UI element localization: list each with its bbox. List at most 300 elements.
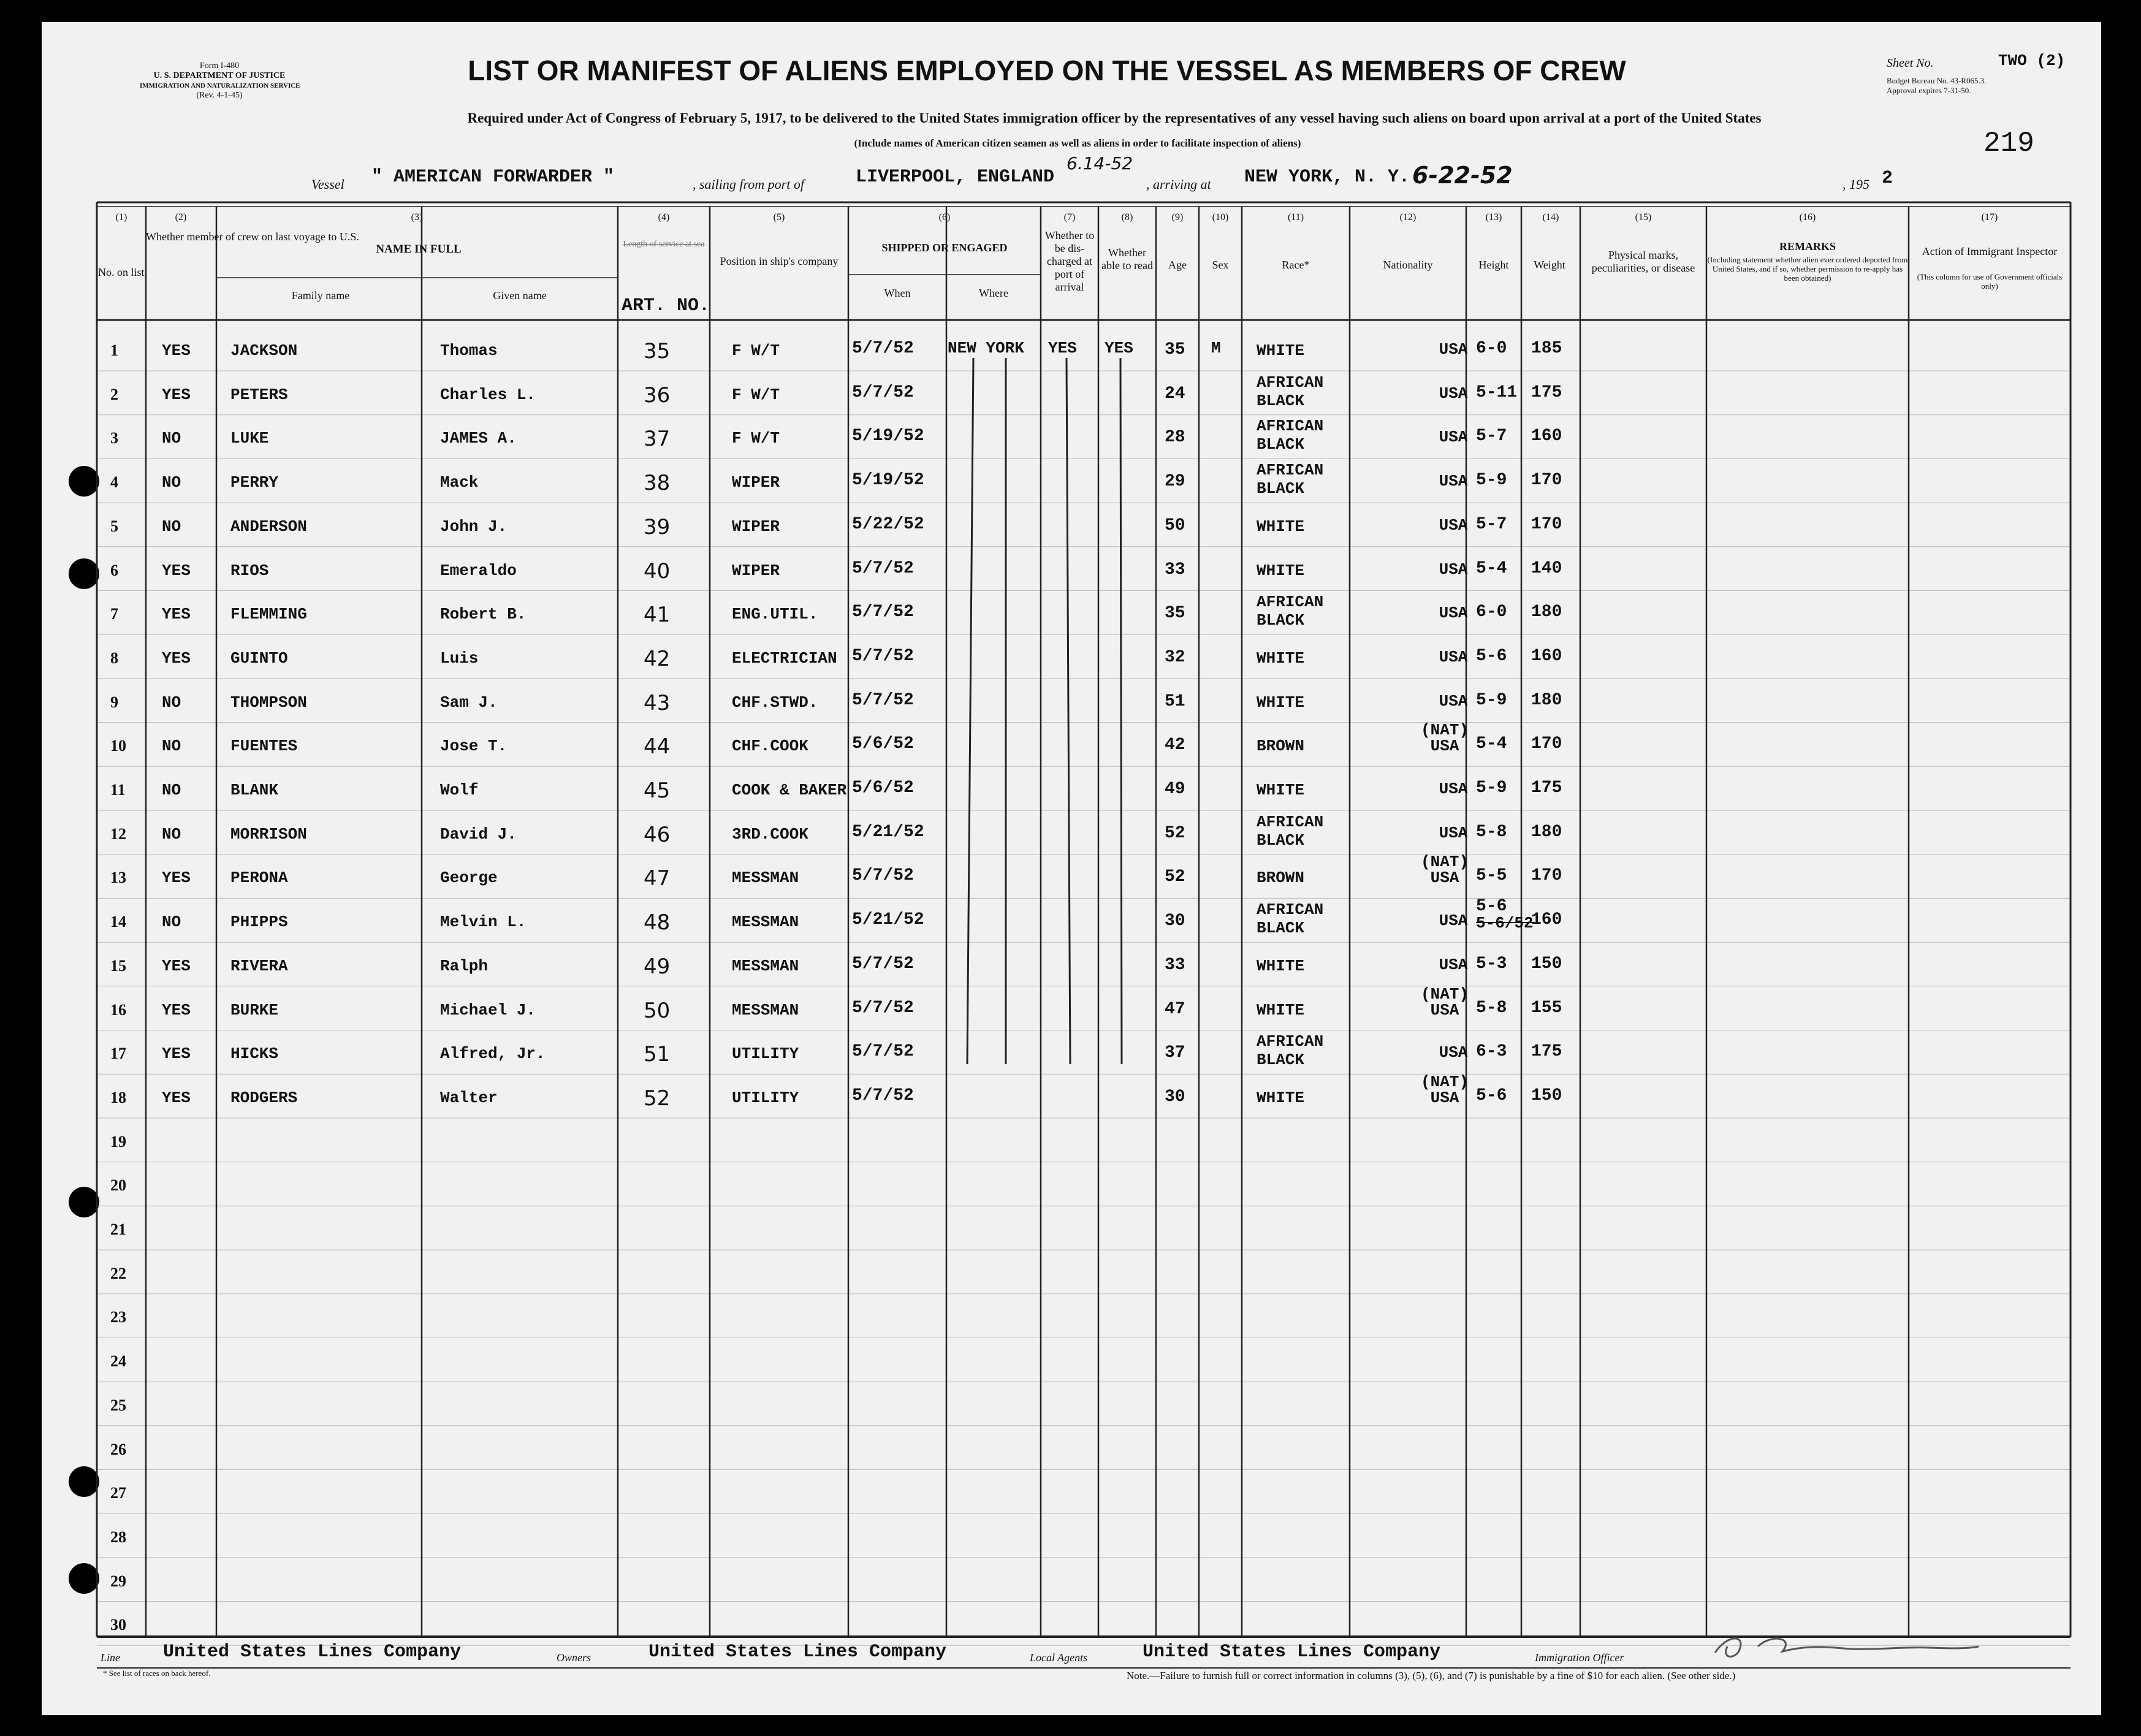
given-name: Mack <box>440 473 479 492</box>
given-name: Luis <box>440 649 479 668</box>
sex: M <box>1211 339 1221 357</box>
height: 5-6 <box>1476 646 1507 666</box>
family-name: ANDERSON <box>230 517 307 536</box>
nationality: USA <box>1439 647 1468 666</box>
art-number: 43 <box>644 690 671 715</box>
nationality: USA <box>1439 1043 1468 1062</box>
position: MESSMAN <box>732 1000 799 1019</box>
race: WHITE <box>1257 561 1305 580</box>
race: WHITE <box>1257 781 1305 799</box>
weight: 160 <box>1531 646 1562 666</box>
column-number: (11) <box>1287 212 1304 223</box>
given-name: Walter <box>440 1088 498 1107</box>
nationality: USA <box>1439 912 1468 931</box>
prev-voyage: NO <box>162 737 181 756</box>
nationality: (NAT) USA <box>1420 853 1469 888</box>
given-name: Wolf <box>440 781 479 799</box>
service: IMMIGRATION AND NATURALIZATION SERVICE <box>140 82 300 89</box>
prev-voyage: NO <box>162 429 181 448</box>
column-number: (5) <box>773 212 785 223</box>
row-number: 19 <box>110 1132 126 1151</box>
given-name: Sam J. <box>440 693 498 712</box>
header-remarks: REMARKS <box>1779 240 1836 253</box>
given-name: David J. <box>440 824 517 843</box>
row-number: 9 <box>110 693 118 711</box>
column-number: (2) <box>175 212 187 223</box>
header-remarks-sub: (Including statement whether alien ever ordered deported from United States, and if so, whether permission to re-apply has been obtained) <box>1707 255 1908 283</box>
column-number: (16) <box>1799 212 1816 223</box>
row-number: 26 <box>110 1440 126 1458</box>
nationality: USA <box>1439 340 1468 359</box>
column-number: (8) <box>1121 212 1133 223</box>
family-name: RIVERA <box>230 956 288 975</box>
weight: 175 <box>1531 779 1562 798</box>
sheet-number: TWO (2) <box>1998 51 2066 70</box>
position: 3RD.COOK <box>732 824 808 843</box>
nationality: USA <box>1439 384 1468 403</box>
weight: 170 <box>1531 514 1562 534</box>
family-name: RODGERS <box>230 1088 298 1107</box>
weight: 175 <box>1531 383 1562 402</box>
race: AFRICAN BLACK <box>1257 1032 1324 1070</box>
column-number: (3) <box>411 212 423 223</box>
footer-agents: United States Lines Company <box>1143 1642 1441 1662</box>
sailing-label: , sailing from port of <box>693 177 804 192</box>
row-number: 28 <box>110 1528 126 1546</box>
height: 5-5 <box>1476 866 1507 886</box>
row-number: 25 <box>110 1396 126 1414</box>
height: 5-6 <box>1476 1086 1507 1105</box>
shipped-when: 5/7/52 <box>852 558 914 578</box>
weight: 170 <box>1531 866 1562 886</box>
column-lines <box>97 202 2071 1637</box>
officer-signature <box>1703 1628 1985 1665</box>
race: WHITE <box>1257 956 1305 975</box>
nationality: USA <box>1439 691 1468 710</box>
age: 50 <box>1165 516 1185 535</box>
position: MESSMAN <box>732 913 799 932</box>
nationality: USA <box>1439 955 1468 974</box>
row-number: 22 <box>110 1264 126 1282</box>
prev-voyage: YES <box>162 605 191 624</box>
age: 33 <box>1165 955 1185 975</box>
weight: 170 <box>1531 734 1562 754</box>
family-name: BLANK <box>230 781 279 799</box>
position: UTILITY <box>732 1045 799 1064</box>
art-number: 44 <box>644 734 671 760</box>
nationality: USA <box>1439 604 1468 623</box>
height: 5-9 <box>1476 779 1507 798</box>
header-inspector-sub: (This column for use of Government officials only) <box>1917 272 2063 291</box>
shipped-when: 5/7/52 <box>852 954 914 973</box>
shipped-when: 5/7/52 <box>852 603 914 622</box>
prev-voyage: YES <box>162 649 191 668</box>
header-family-name: Family name <box>291 289 350 302</box>
age: 29 <box>1165 472 1185 492</box>
column-number: (17) <box>1981 212 1998 223</box>
age: 35 <box>1165 340 1185 359</box>
row-number: 30 <box>110 1616 126 1634</box>
position: ELECTRICIAN <box>732 649 837 668</box>
column-number: (6) <box>938 212 951 223</box>
department: U. S. DEPARTMENT OF JUSTICE <box>153 71 286 80</box>
given-name: Michael J. <box>440 1000 536 1019</box>
art-number: 50 <box>644 998 671 1023</box>
subnote: (Include names of American citizen seamen as well as aliens in order to facilitate inspection of aliens) <box>854 137 1301 149</box>
shipped-when: 5/7/52 <box>852 1042 914 1062</box>
age: 52 <box>1165 867 1185 887</box>
family-name: MORRISON <box>230 824 307 843</box>
position: UTILITY <box>732 1088 799 1107</box>
race: AFRICAN BLACK <box>1257 461 1324 498</box>
vessel-name: " AMERICAN FORWARDER " <box>371 167 615 188</box>
height: 5-4 <box>1476 734 1507 754</box>
weight: 140 <box>1531 558 1562 578</box>
family-name: RIOS <box>230 561 269 580</box>
family-name: JACKSON <box>230 341 298 360</box>
prev-voyage: YES <box>162 385 191 404</box>
shipped-when: 5/7/52 <box>852 646 914 666</box>
art-number: 48 <box>644 910 671 935</box>
art-number: 41 <box>644 603 671 628</box>
penalty-note: Note.—Failure to furnish full or correct information in columns (3), (5), (6), and (7) is punishable by a fine of $10 for each alien. (See other side.) <box>1127 1670 1736 1681</box>
footer-agents-label: Local Agents <box>1030 1651 1088 1664</box>
nationality: USA <box>1439 780 1468 798</box>
header-prev-voyage: Whether member of crew on last voyage to U.S. <box>146 230 359 243</box>
height: 5-9 <box>1476 690 1507 710</box>
row-number: 5 <box>110 517 118 535</box>
column-number: (10) <box>1212 212 1229 223</box>
row-number: 23 <box>110 1308 126 1327</box>
row-number: 4 <box>110 473 118 492</box>
family-name: FLEMMING <box>230 605 307 624</box>
header-age: Age <box>1168 259 1187 271</box>
shipped-when: 5/7/52 <box>852 339 914 358</box>
height: 6-0 <box>1476 603 1507 622</box>
given-name: John J. <box>440 517 508 536</box>
shipped-when: 5/7/52 <box>852 690 914 710</box>
header-inspector-action: Action of Immigrant Inspector <box>1922 245 2058 257</box>
year-label: , 195 <box>1842 177 1869 192</box>
art-number: 40 <box>644 558 671 584</box>
given-name: Thomas <box>440 341 498 360</box>
row-number: 8 <box>110 649 118 667</box>
budget-bureau: Budget Bureau No. 43-R065.3. <box>1887 76 1987 85</box>
row-number: 21 <box>110 1220 126 1238</box>
header-weight: Weight <box>1534 259 1565 271</box>
art-number: 46 <box>644 822 671 847</box>
prev-voyage: YES <box>162 956 191 975</box>
column-number: (4) <box>658 212 670 223</box>
race: AFRICAN BLACK <box>1257 417 1324 454</box>
position: F W/T <box>732 429 780 448</box>
row-number: 2 <box>110 385 118 403</box>
footer-line-label: Line <box>101 1651 121 1664</box>
row-number: 16 <box>110 1000 126 1019</box>
column-number: (1) <box>115 212 127 223</box>
height: 5-7 <box>1476 514 1507 534</box>
position: WIPER <box>732 561 780 580</box>
header-nationality: Nationality <box>1383 259 1433 271</box>
age: 47 <box>1165 999 1185 1019</box>
age: 32 <box>1165 647 1185 667</box>
height: 5-11 <box>1476 383 1518 402</box>
shipped-when: 5/19/52 <box>852 471 924 490</box>
family-name: HICKS <box>230 1045 279 1064</box>
nationality: USA <box>1439 428 1468 447</box>
column-number: (14) <box>1542 212 1559 223</box>
race: WHITE <box>1257 1000 1305 1019</box>
prev-voyage: YES <box>162 561 191 580</box>
position: WIPER <box>732 473 780 492</box>
port-of-departure: LIVERPOOL, ENGLAND <box>856 167 1055 188</box>
family-name: PETERS <box>230 385 288 404</box>
race: BROWN <box>1257 737 1305 756</box>
height: 5-4 <box>1476 558 1507 578</box>
nationality: USA <box>1439 823 1468 842</box>
race: WHITE <box>1257 649 1305 668</box>
shipped-when: 5/19/52 <box>852 427 924 446</box>
shipped-when: 5/21/52 <box>852 822 924 842</box>
position: CHF.STWD. <box>732 693 818 712</box>
footer-owners: United States Lines Company <box>648 1642 947 1662</box>
shipped-when: 5/7/52 <box>852 866 914 886</box>
header-sex: Sex <box>1212 259 1229 271</box>
shipped-when: 5/7/52 <box>852 998 914 1018</box>
position: F W/T <box>732 341 780 360</box>
art-number: 39 <box>644 514 671 539</box>
header-art-no: ART. NO. <box>622 295 710 316</box>
race: WHITE <box>1257 1088 1305 1107</box>
shipped-when: 5/6/52 <box>852 779 914 798</box>
departure-date-handwritten: 6.14-52 <box>1067 153 1133 173</box>
given-name: Emeraldo <box>440 561 517 580</box>
given-name: JAMES A. <box>440 429 517 448</box>
able-to-read: YES <box>1105 339 1133 357</box>
given-name: Alfred, Jr. <box>440 1045 546 1064</box>
arrival-date-handwritten: 6-22-52 <box>1412 162 1513 189</box>
art-number: 35 <box>644 339 671 364</box>
discharged: YES <box>1048 339 1077 357</box>
height: 5-8 <box>1476 822 1507 842</box>
given-name: Melvin L. <box>440 913 527 932</box>
family-name: THOMPSON <box>230 693 307 712</box>
column-number: (12) <box>1399 212 1417 223</box>
row-number: 7 <box>110 605 118 623</box>
header-height: Height <box>1478 259 1509 271</box>
age: 28 <box>1165 428 1185 447</box>
position: CHF.COOK <box>732 737 808 756</box>
row-number: 13 <box>110 869 126 887</box>
art-number: 49 <box>644 954 671 979</box>
manifest-sheet <box>42 22 2101 1715</box>
family-name: PERRY <box>230 473 279 492</box>
row-number: 15 <box>110 956 126 975</box>
height-corrected: 5-6/52 <box>1476 914 1534 933</box>
row-number: 20 <box>110 1176 126 1195</box>
height: 5-6 <box>1476 897 1507 916</box>
prev-voyage: YES <box>162 1088 191 1107</box>
given-name: George <box>440 869 498 888</box>
nationality: USA <box>1439 560 1468 579</box>
given-name: Charles L. <box>440 385 536 404</box>
column-number: (9) <box>1171 212 1184 223</box>
sheet-label: Sheet No. <box>1887 56 1934 70</box>
row-number: 11 <box>110 781 126 799</box>
row-number: 24 <box>110 1352 126 1371</box>
header-race: Race* <box>1282 259 1310 271</box>
art-number: 42 <box>644 646 671 671</box>
form-revision: (Rev. 4-1-45) <box>196 91 243 100</box>
shipped-where: NEW YORK <box>948 339 1024 357</box>
given-name: Robert B. <box>440 605 527 624</box>
prev-voyage: NO <box>162 517 181 536</box>
header-where: Where <box>979 287 1008 299</box>
page-stamp: 219 <box>1983 128 2034 159</box>
age: 30 <box>1165 912 1185 931</box>
row-number: 3 <box>110 429 118 447</box>
age: 37 <box>1165 1043 1185 1063</box>
approval-expiry: Approval expires 7-31-50. <box>1887 86 1971 95</box>
art-number: 36 <box>644 383 671 408</box>
given-name: Jose T. <box>440 737 508 756</box>
prev-voyage: NO <box>162 473 181 492</box>
page-title: LIST OR MANIFEST OF ALIENS EMPLOYED ON THE VESSEL AS MEMBERS OF CREW <box>468 55 1626 86</box>
nationality: (NAT) USA <box>1420 984 1469 1019</box>
position: ENG.UTIL. <box>732 605 818 624</box>
race: AFRICAN BLACK <box>1257 373 1324 410</box>
weight: 185 <box>1531 339 1562 358</box>
shipped-when: 5/21/52 <box>852 910 924 930</box>
weight: 160 <box>1531 910 1562 930</box>
shipped-when: 5/7/52 <box>852 383 914 402</box>
row-number: 14 <box>110 913 126 931</box>
row-number: 12 <box>110 824 126 843</box>
height: 5-8 <box>1476 998 1507 1018</box>
header-length-of-service: Length of service at sea <box>623 240 705 249</box>
row-number: 27 <box>110 1484 126 1502</box>
weight: 180 <box>1531 822 1562 842</box>
weight: 170 <box>1531 471 1562 490</box>
footer-owners-label: Owners <box>557 1651 591 1664</box>
height: 5-3 <box>1476 954 1507 973</box>
races-note: * See list of races on back hereof. <box>103 1669 211 1678</box>
row-number: 1 <box>110 341 118 359</box>
header-when: When <box>884 287 911 299</box>
family-name: PERONA <box>230 869 288 888</box>
race: WHITE <box>1257 517 1305 536</box>
header-given-name: Given name <box>493 289 547 302</box>
row-number: 17 <box>110 1045 126 1063</box>
header-discharged: Whether to be dis-charged at port of arrival <box>1044 229 1095 293</box>
prev-voyage: NO <box>162 824 181 843</box>
weight: 150 <box>1531 954 1562 973</box>
family-name: FUENTES <box>230 737 298 756</box>
header-physical-marks: Physical marks, peculiarities, or disease <box>1591 249 1695 274</box>
weight: 180 <box>1531 603 1562 622</box>
race: AFRICAN BLACK <box>1257 812 1324 850</box>
column-number: (7) <box>1063 212 1076 223</box>
header-shipped-engaged: SHIPPED OR ENGAGED <box>881 242 1008 254</box>
nationality: USA <box>1439 472 1468 491</box>
age: 51 <box>1165 691 1185 711</box>
height: 5-7 <box>1476 427 1507 446</box>
footer-officer-label: Immigration Officer <box>1535 1651 1624 1664</box>
given-name: Ralph <box>440 956 489 975</box>
header-position: Position in ship's company <box>720 255 839 267</box>
art-number: 51 <box>644 1042 671 1067</box>
weight: 155 <box>1531 998 1562 1018</box>
age: 49 <box>1165 780 1185 799</box>
header-able-to-read: Whether able to read <box>1101 246 1153 272</box>
row-number: 18 <box>110 1088 126 1106</box>
art-number: 38 <box>644 471 671 496</box>
art-number: 45 <box>644 779 671 803</box>
nationality: USA <box>1439 516 1468 535</box>
age: 30 <box>1165 1087 1185 1106</box>
height: 6-0 <box>1476 339 1507 358</box>
shipped-when: 5/6/52 <box>852 734 914 754</box>
position: WIPER <box>732 517 780 536</box>
row-number: 10 <box>110 737 126 755</box>
position: F W/T <box>732 385 780 404</box>
age: 35 <box>1165 604 1185 623</box>
weight: 175 <box>1531 1042 1562 1062</box>
port-of-arrival: NEW YORK, N. Y. <box>1244 167 1410 188</box>
age: 42 <box>1165 736 1185 755</box>
footer-line: United States Lines Company <box>163 1642 462 1662</box>
prev-voyage: NO <box>162 913 181 932</box>
art-number: 52 <box>644 1086 671 1111</box>
art-number: 37 <box>644 427 671 452</box>
prev-voyage: YES <box>162 1045 191 1064</box>
header-name-in-full: NAME IN FULL <box>376 243 462 256</box>
weight: 160 <box>1531 427 1562 446</box>
year-digit: 2 <box>1882 168 1893 189</box>
race: WHITE <box>1257 341 1305 360</box>
age: 52 <box>1165 823 1185 843</box>
race: BROWN <box>1257 869 1305 888</box>
weight: 150 <box>1531 1086 1562 1105</box>
age: 33 <box>1165 560 1185 579</box>
prev-voyage: YES <box>162 869 191 888</box>
column-number: (15) <box>1635 212 1652 223</box>
column-number: (13) <box>1485 212 1502 223</box>
shipped-when: 5/22/52 <box>852 514 924 534</box>
subtitle: Required under Act of Congress of February 5, 1917, to be delivered to the United States immigration officer by the representatives of any vessel having such aliens on board upon arrival at a port of the United States <box>467 110 1762 126</box>
position: MESSMAN <box>732 956 799 975</box>
height: 5-9 <box>1476 471 1507 490</box>
family-name: LUKE <box>230 429 269 448</box>
row-lines <box>97 371 2071 1645</box>
header-no-on-list: No. on list <box>98 266 145 278</box>
nationality: (NAT) USA <box>1420 721 1469 756</box>
family-name: GUINTO <box>230 649 288 668</box>
age: 24 <box>1165 384 1185 403</box>
nationality: (NAT) USA <box>1420 1072 1469 1107</box>
position: MESSMAN <box>732 869 799 888</box>
prev-voyage: NO <box>162 693 181 712</box>
arriving-label: , arriving at <box>1146 177 1211 192</box>
form-number: Form I-480 <box>199 61 240 70</box>
art-number: 47 <box>644 866 671 891</box>
height: 6-3 <box>1476 1042 1507 1062</box>
race: AFRICAN BLACK <box>1257 593 1324 630</box>
family-name: PHIPPS <box>230 913 288 932</box>
prev-voyage: YES <box>162 1000 191 1019</box>
shipped-when: 5/7/52 <box>852 1086 914 1105</box>
vessel-label: Vessel <box>311 177 344 192</box>
